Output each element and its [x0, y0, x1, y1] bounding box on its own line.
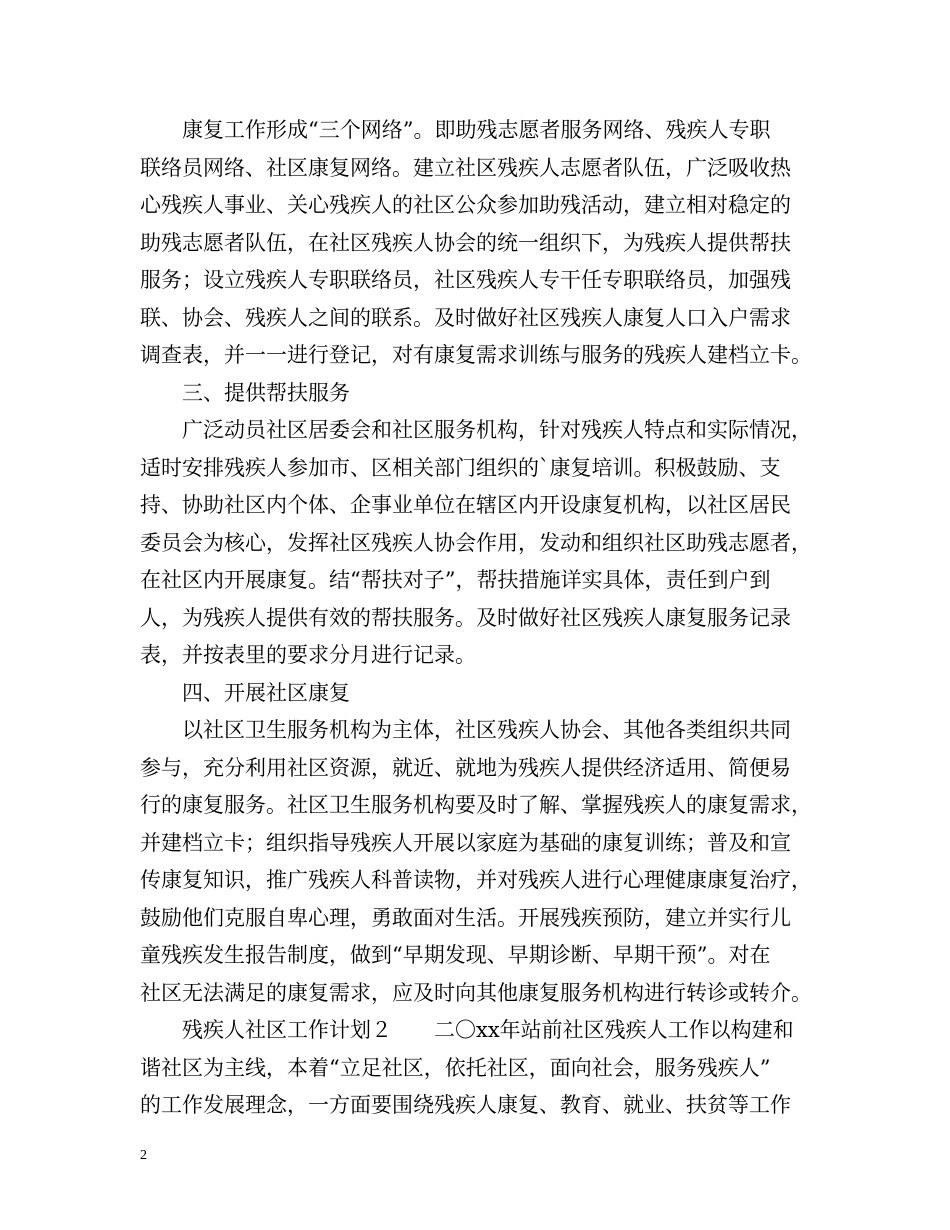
text-line: 行的康复服务。社区卫生服务机构要及时了解、掌握残疾人的康复需求，: [140, 793, 812, 817]
text-line: 参与，充分利用社区资源，就近、就地为残疾人提供经济适用、简便易: [140, 755, 791, 780]
text-line: 鼓励他们克服自卑心理，勇敢面对生活。开展残疾预防，建立并实行儿: [140, 905, 791, 930]
text-line: 社区无法满足的康复需求，应及时向其他康复服务机构进行转诊或转介。: [140, 980, 812, 1005]
text-line: 委员会为核心，发挥社区残疾人协会作用，发动和组织社区助残志愿者，: [140, 530, 812, 555]
text-line: 持、协助社区内个体、企事业单位在辖区内开设康复机构，以社区居民: [140, 493, 791, 517]
text-line: 适时安排残疾人参加市、区相关部门组织的`康复培训。积极鼓励、支: [140, 455, 781, 480]
text-line: 以社区卫生服务机构为主体，社区残疾人协会、其他各类组织共同: [182, 718, 791, 742]
text-line: 并建档立卡；组织指导残疾人开展以家庭为基础的康复训练；普及和宣: [140, 830, 791, 855]
text-line: 童残疾发生报告制度，做到“早期发现、早期诊断、早期干预”。对在: [140, 943, 771, 967]
text-line: 三、提供帮扶服务: [182, 380, 350, 405]
text-line: 服务；设立残疾人专职联络员，社区残疾人专干任专职联络员，加强残: [140, 268, 791, 292]
text-line: 调查表，并一一进行登记，对有康复需求训练与服务的残疾人建档立卡。: [140, 343, 812, 367]
page-number: 2: [140, 1148, 147, 1163]
text-line: 的工作发展理念，一方面要围绕残疾人康复、教育、就业、扶贫等工作: [140, 1093, 791, 1117]
text-line: 广泛动员社区居委会和社区服务机构，针对残疾人特点和实际情况，: [182, 418, 812, 442]
text-line: 在社区内开展康复。结“帮扶对子”，帮扶措施详实具体，责任到户到: [140, 568, 771, 592]
text-line: 联络员网络、社区康复网络。建立社区残疾人志愿者队伍，广泛吸收热: [140, 155, 791, 180]
text-line: 康复工作形成“三个网络”。即助残志愿者服务网络、残疾人专职: [182, 118, 771, 142]
document-body: [140, 112, 830, 1125]
text-line: 心残疾人事业、关心残疾人的社区公众参加助残活动，建立相对稳定的: [140, 193, 791, 217]
text-line: 残疾人社区工作计划２ 二〇xx年站前社区残疾人工作以构建和: [182, 1018, 794, 1042]
text-line: 表，并按表里的要求分月进行记录。: [140, 643, 476, 667]
text-line: 人，为残疾人提供有效的帮扶服务。及时做好社区残疾人康复服务记录: [140, 605, 791, 630]
text-line: 传康复知识，推广残疾人科普读物，并对残疾人进行心理健康康复治疗，: [140, 868, 812, 892]
text-line: 四、开展社区康复: [182, 680, 350, 705]
text-line: 助残志愿者队伍，在社区残疾人协会的统一组织下，为残疾人提供帮扶: [140, 230, 791, 255]
text-line: 联、协会、残疾人之间的联系。及时做好社区残疾人康复人口入户需求: [140, 305, 791, 330]
text-line: 谐社区为主线，本着“立足社区，依托社区，面向社会，服务残疾人”: [140, 1055, 771, 1080]
